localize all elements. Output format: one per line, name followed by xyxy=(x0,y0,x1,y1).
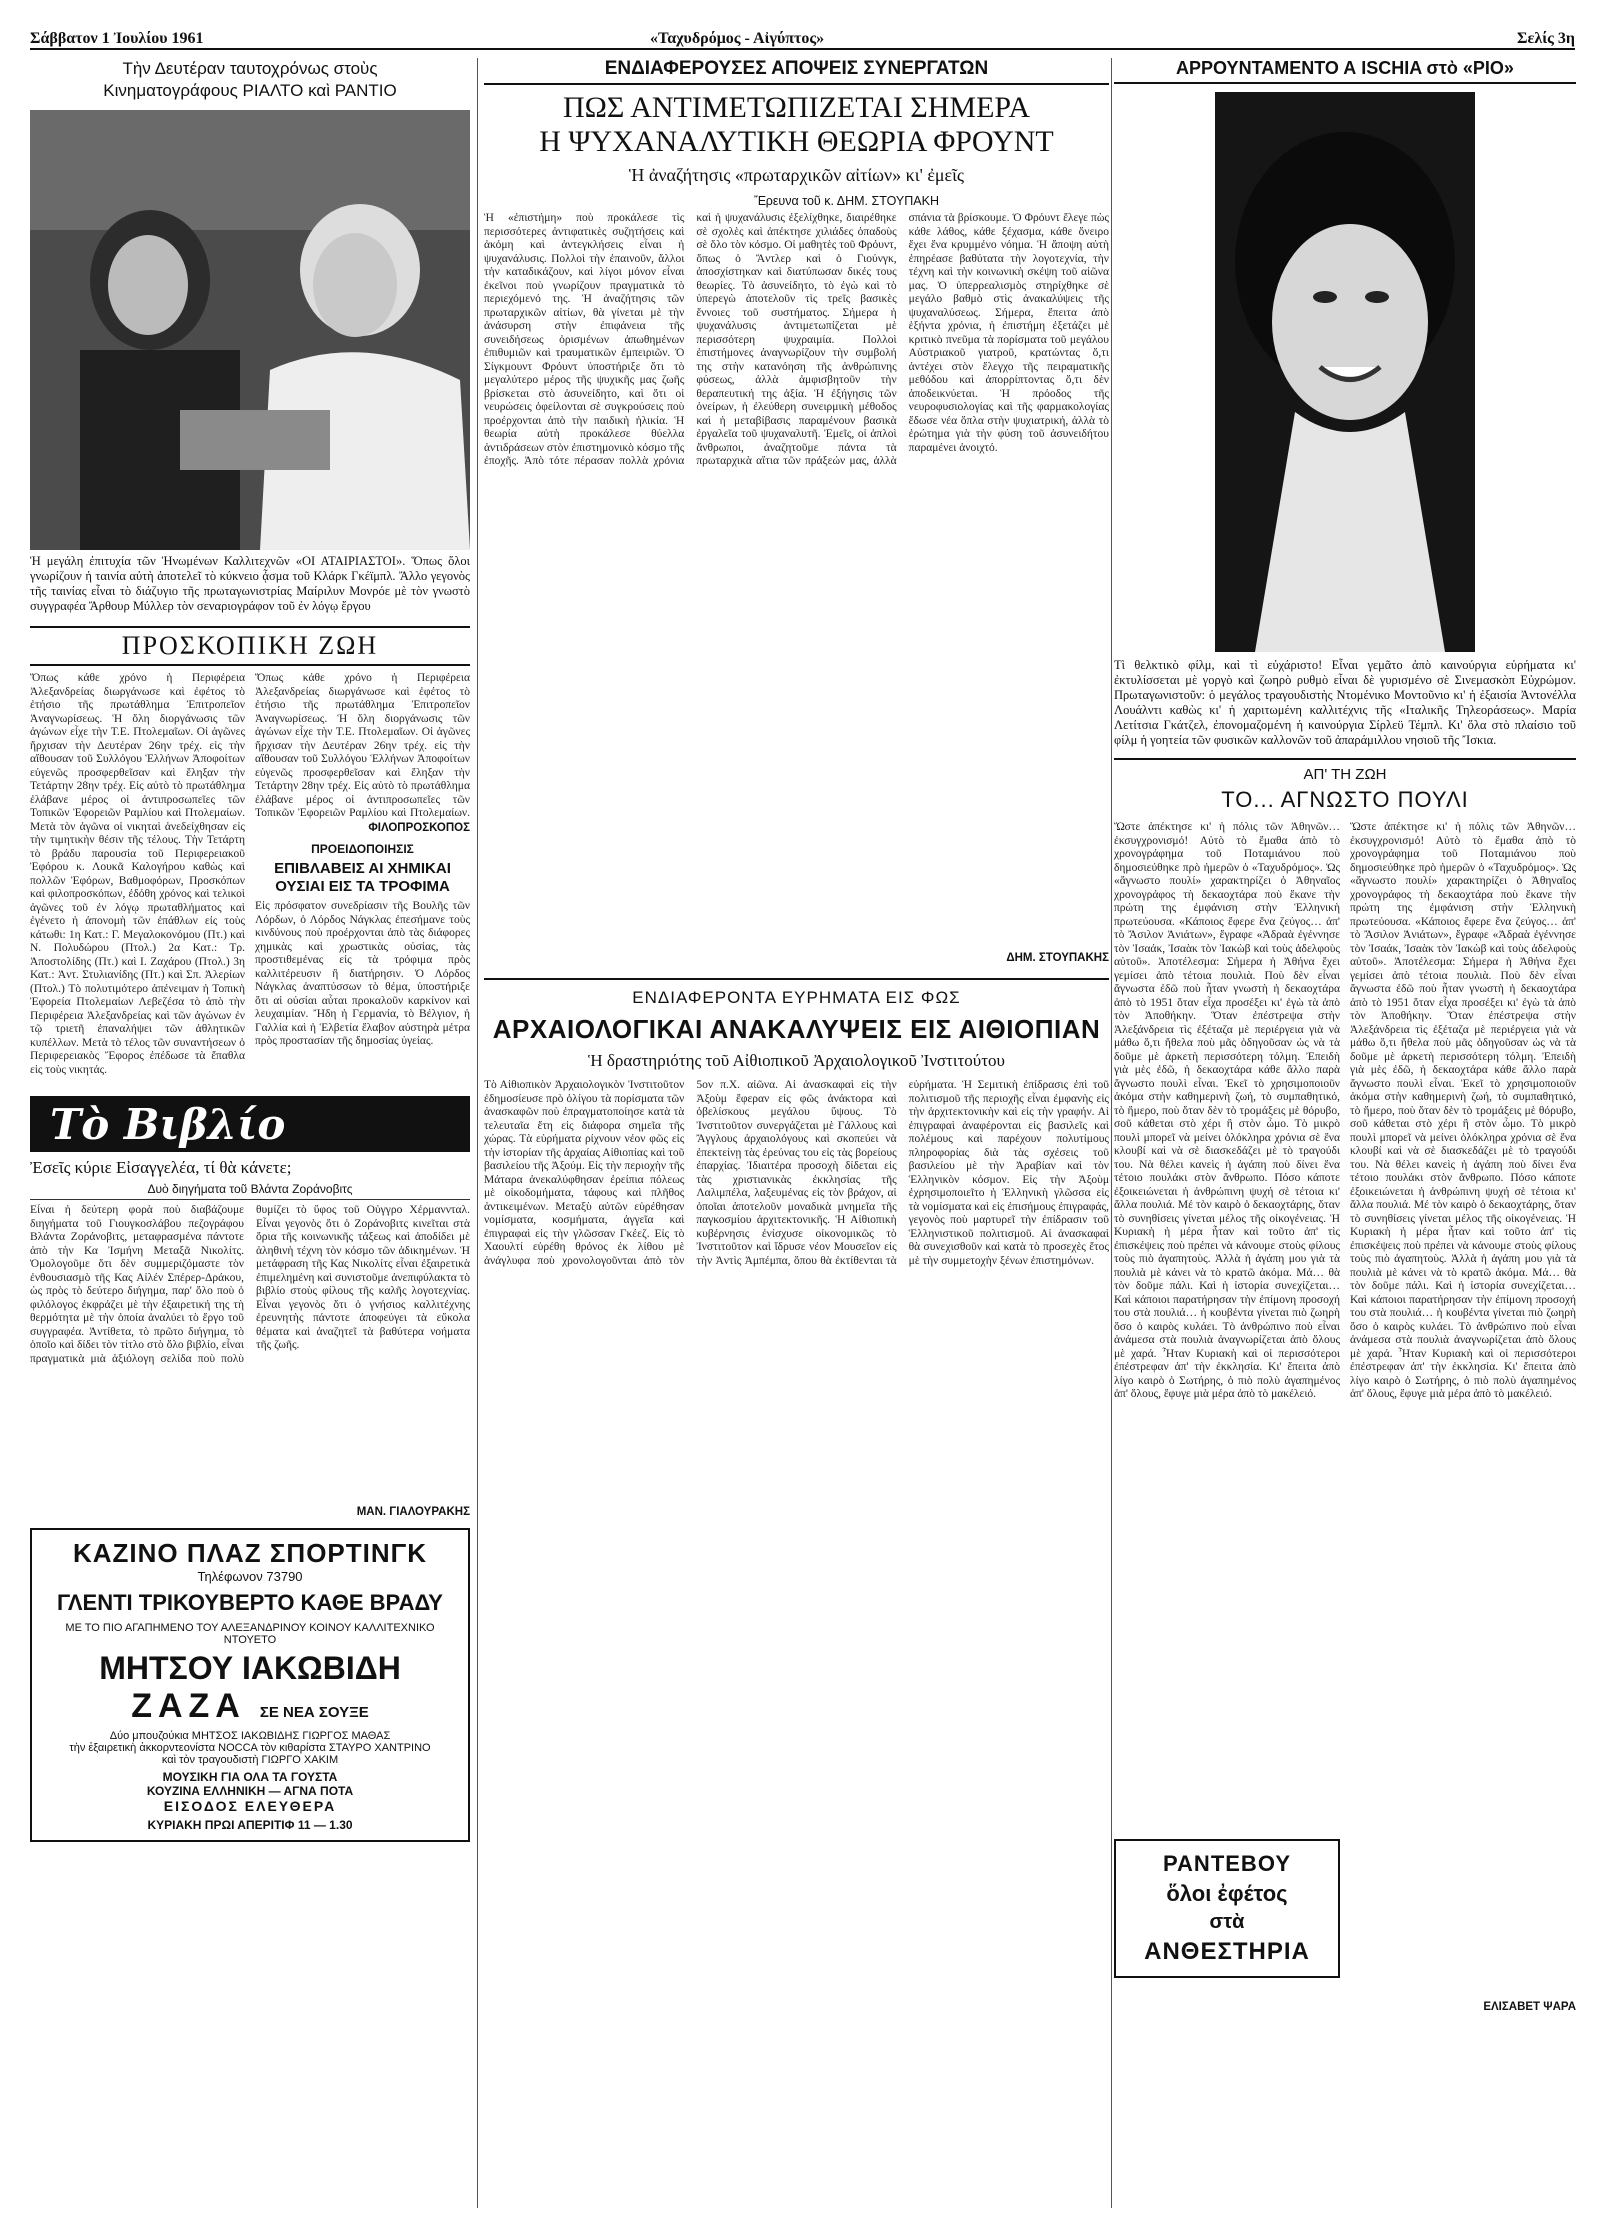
column-rule xyxy=(477,58,478,2208)
cinema-headline-line2: Κινηματογράφους ΡΙΑΛΤΟ καὶ ΡΑΝΤΙΟ xyxy=(103,81,397,100)
scout-life-heading: ΠΡΟΣΚΟΠΙΚΗ ΖΩΗ xyxy=(30,626,470,666)
rio-photo-caption: Τὶ θελκτικὸ φίλμ, καὶ τὶ εὐχάριστο! Εἶναι γεμᾶτο ἀπὸ καινούργια εὑρήματα κι' ἐκτυλίσσεται μὲ γοργὸ καὶ ζωηρὸ ρυθμὸ εἶναι δὲ γυρισμένο σὲ Σινεμασκὸπ Εὐχρώμον. Πρωταγωνιστοῦν: ὁ μεγάλος τραγουδιστὴς Ντομένικο Μοντοῦνιο κι' ἡ ἐξαισία Ἀντονέλλα Λουάλντι καθὼς κι' ἡ χαριτωμένη καλλιτέχνις τῆς «Ιταλικῆς Τηλεοράσεως». Μαρία Λετίτσια Γκάτζελ, ἐπονομαζομένη ἡ καινούργια Σίρλεϋ Τέμπλ. Κι' ὅλα στὸ πλαίσιο τοῦ φίλμ ἡ γοητεία τῶν φυσικῶν καλλονῶν τοῦ ἀπαράμιλλου νησιοῦ τῆς Ἴσκια. xyxy=(1114,658,1576,747)
scout-article-continued: Ὅπως κάθε χρόνο ἡ Περιφέρεια Ἀλεξανδρείας διωργάνωσε καὶ ἐφέτος τὸ ἐτήσιο τῆς πρωτάθλημα Ἐπιτροπεῖον Ἀναγνωρίσεως. Ἡ ὅλη διοργάνωσις τῶν ἀγώνων εἶχε τὴν Τ.Ε. Πτολεμαῖων. Οἱ ἀγῶνες ἤρχισαν τὴν Δευτέραν 26ην τρέχ. εἰς τὴν αἴθουσαν τοῦ Συλλόγου Ἑλλήνων Ἀποφοίτων εὐγενῶς προσφερθεῖσαν καὶ ἔληξαν τὴν Τετάρτην 28ην τρέχ. Εἰς αὐτὸ τὸ πρωτάθλημα ἐλάβανε μέρος οἱ ἀντιπροσωπεῖες τῶν Τοπικῶν Ἐφορειῶν Ραμλίου καὶ Πτολεμαίων. xyxy=(255,672,470,819)
cinema-headline xyxy=(30,58,470,102)
warning-headline: ΕΠΙΒΛΑΒΕΙΣ ΑΙ ΧΗΜΙΚΑΙ ΟΥΣΙΑΙ ΕΙΣ ΤΑ ΤΡΟΦΙΜΑ xyxy=(274,860,451,895)
freud-headline-line1: ΠΩΣ ΑΝΤΙΜΕΤΩΠΙΖΕΤΑΙ ΣΗΜΕΡΑ xyxy=(562,91,1031,124)
casino-ad-title: ΚΑΖΙΝΟ ΠΛΑΖ ΣΠΟΡΤΙΝΓΚ xyxy=(72,1538,428,1568)
warning-kicker: ΠΡΟΕΙΔΟΠΟΙΗΣΙΣ xyxy=(311,842,414,856)
column-center xyxy=(484,58,1109,2208)
casino-ad-line-5: ΚΟΥΖΙΝΑ ΕΛΛΗΝΙΚΗ — ΑΓΝΑ ΠΟΤΑ xyxy=(146,1784,354,1798)
book-review-signature: ΜΑΝ. ΓΙΑΛΟΥΡΑΚΗΣ xyxy=(356,1506,470,1518)
scout-right-stack xyxy=(255,672,470,1082)
life-kicker: ΑΠ' ΤΗ ΖΩΗ xyxy=(1303,766,1387,783)
opinion-kicker: ΕΝΔΙΑΦΕΡΟΥΣΕΣ ΑΠΟΨΕΙΣ ΣΥΝΕΡΓΑΤΩΝ xyxy=(484,58,1109,85)
book-review-kicker: Δυὸ διηγήματα τοῦ Βλάντα Ζοράνοβιτς xyxy=(30,1182,470,1200)
freud-headline-line2: Η ΨΥΧΑΝΑΛΥΤΙΚΗ ΘΕΩΡΙΑ ΦΡΟΥΝΤ xyxy=(539,125,1054,158)
ad-everyone: ὅλοι ἐφέτος xyxy=(1166,1881,1288,1906)
archaeology-headline: ΑΡΧΑΙΟΛΟΓΙΚΑΙ ΑΝΑΚΑΛΥΨΕΙΣ ΕΙΣ ΑΙΘΙΟΠΙΑΝ xyxy=(492,1014,1101,1044)
section-divider xyxy=(1114,758,1576,760)
freud-signature: ΔΗΜ. ΣΤΟΥΠΑΚΗΣ xyxy=(1006,952,1109,964)
casino-ad-artist-row xyxy=(42,1687,458,1726)
book-section-title: Τὸ Βιβλίο xyxy=(50,1099,286,1149)
book-review-title: Ἐσεῖς κύριε Εἰσαγγελέα, τί θὰ κάνετε; xyxy=(30,1158,292,1177)
masthead xyxy=(30,30,1575,50)
casino-advertisement xyxy=(30,1528,470,1842)
masthead-date: Σάββατον 1 Ἰουλίου 1961 xyxy=(30,30,204,47)
casino-ad-line-7: ΚΥΡΙΑΚΗ ΠΡΩΙ ΑΠΕΡΙΤΙΦ 11 — 1.30 xyxy=(147,1818,353,1832)
column-right xyxy=(1114,58,1576,2208)
casino-ad-artist: ΜΗΤΣΟΥ ΙΑΚΩΒΙΔΗ xyxy=(99,1650,401,1686)
column-rule xyxy=(1111,58,1112,2208)
casino-ad-artist-2: ΖΑΖΑ xyxy=(131,1687,246,1725)
film-photo-caption: Ἡ μεγάλη ἐπιτυχία τῶν Ἡνωμένων Καλλιτεχνῶν «ΟΙ ΑΤΑΙΡΙΑΣΤΟΙ». Ὅπως ὅλοι γνωρίζουν ἡ ταινία αὐτὴ ἀποτελεῖ τὸ κύκνειο ᾆσμα τοῦ Κλάρκ Γκέϊμπλ. Ἄλλο γεγονὸς τῆς ταινίας εἶναι τὸ διάζυγιο τῆς πρωταγωνιστρίας Μαίριλυν Μονρόε μὲ τὸν γνωστὸ συγγραφέα Ἄρθουρ Μύλλερ τὸν σεναριογράφον τοῦ ἐν λόγῳ ἔργου xyxy=(30,554,470,613)
ad-at: στὰ xyxy=(1209,1911,1245,1933)
casino-ad-event: ΓΛΕΝΤΙ ΤΡΙΚΟΥΒΕΡΤΟ ΚΑΘΕ ΒΡΑΔΥ xyxy=(57,1590,443,1615)
book-review-body: Εἶναι ἡ δεύτερη φορὰ ποὺ διαβάζουμε διηγήματα τοῦ Γιουγκοσλάβου πεζογράφου Βλάντα Ζοράνοβιτς, μεταφρασμένα πάντοτε ἀπὸ τὴν Κα Ἰσμήνη Μεταξᾶ Νικολίτς. Ὁμολογοῦμε ὅτι δὲν συμμεριζόμαστε τὸν ἐνθουσιασμὸ τῆς Κας Αἰλέν Σπέρερ-Δράκου, ὡς πρὸς τὸ δεύτερο διήγημα, παρ' ὅλο ποὺ ὁ φιλόλογος ἐκφράζει μὲ τὴν ἐξαιρετική της τὴ θερμότητα μὲ τὴν ὁποία ἀναλύει τὸ ἔργο τοῦ συγγραφέα. Ἀντίθετα, τὸ πρῶτο διήγημα, τὸ ὁποῖο καὶ δίδει τὸν τίτλο στὸ ὅλο βιβλίο, εἶναι πραγματικὰ μιὰ ἀξιόλογη σελίδα ποὺ πολὺ θυμίζει τὸ ὕφος τοῦ Οὐγγρο Χέρμαννταλ. Εἶναι γεγονὸς ὅτι ὁ Ζοράνοβιτς κινεῖται στὰ ὅρια τῆς κοινωνικῆς τάξεως καὶ ἀποδίδει μὲ ἀληθινὴ τέχνη τὸν κόσμο τῶν ἀδικημένων. Ἡ μετάφραση τῆς Κας Νικολίτς εἶναι ἐξαιρετικὰ ἐπιμελημένη καὶ συνιστοῦμε ἀνεπιφύλακτα τὸ βιβλίο στοὺς φίλους τῆς καλῆς λογοτεχνίας. Εἶναι γεγονὸς ὅτι ὁ γνήσιος καλλιτέχνης ἐρευνητὴς πάντοτε ἀποφεύγει τὰ εὔκολα θέματα καὶ ἀναζητεῖ τὰ βαθύτερα νοήματα τῆς ζωῆς. xyxy=(30,1204,470,1365)
life-right-stack xyxy=(1350,821,1576,2013)
casino-ad-phone: Τηλέφωνον 73790 xyxy=(197,1569,303,1584)
casino-ad-line-1: Δύο μπουζούκια ΜΗΤΣΟΣ ΙΑΚΩΒΙΔΗΣ ΓΙΩΡΓΟΣ ΜΑΘΑΣ xyxy=(109,1730,391,1742)
masthead-paper-name: «Ταχυδρόμος - Αἰγύπτος» xyxy=(650,30,825,47)
freud-headline xyxy=(484,91,1109,159)
casino-ad-line-2: τὴν ἐξαιρετικὴ ἀκκορντεονίστα NOCCA τὸν κιθαρίστα ΣΤΑΥΡΟ ΧΑΝΤΡΙΝΟ xyxy=(69,1742,431,1754)
life-headline: ΤΟ... ΑΓΝΩΣΤΟ ΠΟΥΛΙ xyxy=(1221,787,1469,812)
life-left-stack xyxy=(1114,821,1340,2013)
scout-signature: ΦΙΛΟΠΡΟΣΚΟΠΟΣ xyxy=(368,822,470,834)
book-banner xyxy=(30,1096,470,1152)
casino-ad-new-hits: ΣΕ ΝΕΑ ΣΟΥΞΕ xyxy=(259,1704,369,1721)
actress-portrait-photo xyxy=(1215,92,1475,652)
freud-subheadline: Ἡ ἀναζήτησις «πρωταρχικῶν αἰτίων» κι' ἐμεῖς xyxy=(628,165,965,185)
casino-ad-line-4: ΜΟΥΣΙΚΗ ΓΙΑ ΟΛΑ ΤΑ ΓΟΥΣΤΑ xyxy=(162,1770,338,1784)
scout-article-body: Ὅπως κάθε χρόνο ἡ Περιφέρεια Ἀλεξανδρείας διωργάνωσε καὶ ἐφέτος τὸ ἐτήσιο τῆς πρωτάθλημα Ἐπιτροπεῖον Ἀναγνωρίσεως. Ἡ ὅλη διοργάνωσις τῶν ἀγώνων εἶχε τὴν Τ.Ε. Πτολεμαῖων. Οἱ ἀγῶνες ἤρχισαν τὴν Δευτέραν 26ην τρέχ. εἰς τὴν αἴθουσαν τοῦ Συλλόγου Ἑλλήνων Ἀποφοίτων εὐγενῶς προσφερθεῖσαν καὶ ἔληξαν τὴν Τετάρτην 28ην τρέχ. Εἰς αὐτὸ τὸ πρωτάθλημα ἐλάβανε μέρος οἱ ἀντιπροσωπεῖες τῶν Τοπικῶν Ἐφορειῶν Ραμλίου καὶ Πτολεμαίων. Μετὰ τὸν ἀγῶνα οἱ νικηταὶ ἀνεδείχθησαν εἰς τὴν τιμητικὴν θέσιν τῆς τέλους. Τὴν Τετάρτη τὸ βράδυ παρουσία τοῦ Περιφερειακοῦ Ἐφόρου κ. Λουκᾶ Καλογήρου καθὼς καὶ πολλῶν Ἐφόρων, Βαθμοφόρων, Προσκόπων καὶ φιλοπροσκόπων, ἐδόθη χρόνος καὶ τελικοὶ ἀγῶνες τοῦ ἐν λόγῳ πρωταθλήματος καὶ ἐγένετο ἡ ἀπονομὴ τῶν ἐπάθλων εἰς τοὺς κάτωθι: 1η Κατ.: Γ. Μεγαλοκονόμου (Πτ.) καὶ Ν. Πολυδώρου (Πτολ.) 2α Κατ.: Τρ. Ἀποστολίδης (Πτ.) καὶ Ι. Ζαχάρου (Πτολ.) 3η Κατ.: Ἀντ. Στυλιανίδης (Πτ.) καὶ Σπ. Ἀλερίων (Πτολ.) Τὸ πολυτιμότερο ἀπένειμαν ἡ Τοπικὴ Ἐφορεία Πτολεμαίων Λεβεζέσα τὸ ἀπὸ τὴν Περιφέρεια Ἀλεξανδρείας καὶ τῶν ἀγώνων ἐν τῷ τριετῆ ἐπαναλήψει τῶν ἀθλητικῶν κυπέλλων. Μετὰ τὸ τέλος τῶν συναντήσεων ὁ Περιφερειακὸς Ἔφορος ἐπέδωσε τὰ ἔπαθλα εἰς τοὺς νικητάς. xyxy=(30,672,245,1076)
actress-portrait-illustration xyxy=(1215,92,1475,652)
life-article xyxy=(1114,821,1576,2013)
life-article-body: Ὥστε ἀπέκτησε κι' ἡ πόλις τῶν Ἀθηνῶν… ἐκσυγχρονισμό! Αὐτὸ τὸ ἔμαθα ἀπὸ τὸ χρονογράφημα τοῦ Ποταμιάνου ποὺ δημοσιεύθηκε πρὸ ἡμερῶν ὁ «Ταχυδρόμος». Ὡς «ἄγνωστο πουλί» χαρακτηρίζει ὁ Ἀθηναῖος χρονογράφος τὴ δεκαοχτάρα ποὺ ἔκανε τὴν πρώτη της ἐμφάνιση στὴν Ἑλληνικὴ πρωτεύουσα. «Κάποιος ἔφερε ἕνα ζεύγος… ἀπ' τὸ Ἄσιλον Ἀνιάτων», ἔγραφε «Ἀδραὰ ἐγέννησε τὸν Ἰσαάκ, Ἰσαὰκ τὸν Ἰακὼβ καὶ τοὺς ἀδελφοὺς αὐτοῦ». Ἀποτέλεσμα: Σήμερα ἡ Ἀθήνα ἔχει γεμίσει ἀπὸ τέτοια πουλιὰ. Ποὺ δὲν εἶναι ἄγνωστα ἐδῶ ποὺ ἦταν γνωστὴ ἡ δεκαοχτάρα ἀπὸ τὸ 1951 ὅταν εἶχα προσέξει κι' ἐγὼ τὰ ἀπὸ τὸν Ἀποθήκην. Ὅταν ἐπέστρεψα στὴν Ἀλεξάνδρεια τὶς ἐξέταζα μὲ περιέργεια γιὰ νὰ μάθω ὅ,τι ἤθελα ποὺ μᾶς ὁδηγοῦσαν ὡς νὰ τὰ δοῦμε μὲ ἀρκετὴ περισσότερη τόλμη. Ἐπειδὴ γιὰ μὲς ἐδῶ, ἡ δεκαοχτάρα κάθε ἄλλο παρὰ ἄγνωστο πουλὶ εἶναι. Ἐκεῖ τὸ χρησιμοποιοῦν ἀκόμα στὴν καθημερινὴ ζωή, τὸ συμπαθητικό, τὸ ἥμερο, ποὺ ὅταν δὲν τὸ τρομάξεις μὲ θόρυβο, σοῦ κάθεται στὸ χέρι ἢ στὸν ὦμο. Τὸ μικρὸ πουλὶ μπορεῖ νὰ μείνει ὁλόκληρα χρόνια σὲ ἕνα κλουβί καὶ νὰ σὲ διασκεδάζει μὲ τὸ τραγούδι του. Νὰ θέλει κανεὶς ἡ ἀγάπη ποὺ δίνει ἕνα τέτοιο πουλάκι στὸν ἄνθρωπο. Πόσο κάποτε ἐξοικειώνεται ἡ ἀνθρώπινη ψυχή σὲ τέτοια κι' ἄλλα πουλιά. Μέ τὸν καιρὸ ὁ δεκαοχτάρης, ὅταν τὸ συνηθίσεις γίνεται μέλος τῆς οἰκογένειας. Ἡ Κυριακὴ ἡ μέρα ἦταν καὶ τοῦτο ἀπ' τὶς ἐπισκέψεις ποὺ πρέπει νὰ κάνουμε στοὺς φίλους τοὺς πιὸ ἀγαπητοὺς. Ἀλλὰ ἡ ἀγάπη μου γιὰ τὰ πουλιὰ μὲ κάνει νὰ τὸ κρατῶ ἀκόμα. Μά… θὰ τὸν δοῦμε πάλι. Καὶ ἡ ἰστορία συνεχίζεται… Καὶ κάποιοι παρατήρησαν τὴν ἐπίμονη προσοχή του στὰ πουλιά… ἡ κουβέντα γίνεται πιὸ ζωηρὴ ὅσο ὁ καιρὸς κυλάει. Τὸ ἀνθρώπινο ποὺ εἶναι ἀνάμεσα στὰ πουλιὰ ἀναγνωρίζεται ἀπὸ ὅλους μὲ χαρά. Ἦταν Κυριακὴ καὶ οἱ περισσότεροι ἐπέστρεφαν ἀπ' τὴν ἐκκλησία. Κι' ἔπειτα ἀπὸ λίγο καιρὸ ὁ Σωτήρης, ὁ πιὸ πολὺ ἀγαπημένος ἀπ' ὅλους, ἔφυγε μιὰ μέρα ἀπὸ τὸ μακέλειό. xyxy=(1114,821,1340,1400)
antheστiria-advertisement xyxy=(1114,1839,1340,1978)
cinema-headline-line1: Τὴν Δευτέραν ταυτοχρόνως στοὺς xyxy=(122,59,378,78)
casino-ad-with: ΜΕ ΤΟ ΠΙΟ ΑΓΑΠΗΜΕΝΟ ΤΟΥ ΑΛΕΞΑΝΔΡΙΝΟΥ ΚΟΙΝΟΥ ΚΑΛΛΙΤΕΧΝΙΚΟ ΝΤΟΥΕΤΟ xyxy=(65,1622,435,1646)
warning-body: Εἰς πρόσφατον συνεδρίασιν τῆς Βουλῆς τῶν Λόρδων, ὁ Λόρδος Νάγκλας ἐπεσήμανε τοὺς κινδύνους ποὺ προέρχονται ἀπὸ τὰς διάφορες χημικὰς καὶ χρωστικὰς οὐσίας, τὰς προστιθεμένας εἰς τὰ τρόφιμα πρὸς καλλιτέρευσιν ἢ διατήρησιν. Ὁ Λόρδος Νάγκλας ἀναπτύσσων τὸ θέμα, ὑποστήριξε ὅτι αἱ οὐσίαι αὗται προκαλοῦν καρκίνον καὶ λευχαιμίαν. Ἤδη ἡ Γερμανία, τὸ Βέλγιον, ἡ Γαλλία καὶ ἡ Ἑλβετία ἔλαβον αὐστηρὰ μέτρα πρὸς προστασίαν τῆς δημοσίας ὑγείας. xyxy=(255,900,470,1047)
masthead-page-number: Σελίς 3η xyxy=(1517,30,1575,47)
life-signature: ΕΛΙΣΑΒΕΤ ΨΑΡΑ xyxy=(1483,2001,1576,2013)
ad-rendezvous: ΡΑΝΤΕΒΟΥ xyxy=(1163,1851,1291,1876)
archaeology-subheadline: Ἡ δραστηριότης τοῦ Αἰθιοπικοῦ Ἀρχαιολογικοῦ Ἰνστιτούτου xyxy=(588,1051,1005,1070)
film-still-photo xyxy=(30,110,470,550)
film-still-illustration xyxy=(30,110,470,550)
section-divider xyxy=(484,978,1109,980)
casino-ad-line-3: καὶ τὸν τραγουδιστὴ ΓΙΩΡΓΟ ΧΑΚΙΜ xyxy=(161,1754,339,1766)
column-left xyxy=(30,58,470,2208)
freud-byline: Ἔρευνα τοῦ κ. ΔΗΜ. ΣΤΟΥΠΑΚΗ xyxy=(754,194,939,208)
ad-venue: ΑΝΘΕΣΤΗΡΙΑ xyxy=(1144,1938,1310,1965)
rio-cinema-headline: ΑΡΡΟΥΝΤΑΜΕΝΤΟ Α ΙSCHIA στὸ «ΡΙΟ» xyxy=(1114,58,1576,84)
archaeology-kicker: ΕΝΔΙΑΦΕΡΟΝΤΑ ΕΥΡΗΜΑΤΑ ΕΙΣ ΦΩΣ xyxy=(632,988,961,1007)
freud-article-body: Ἡ «ἐπιστήμη» ποὺ προκάλεσε τὶς περισσότερες ἀντιφατικὲς συζητήσεις καὶ ἀκόμη καὶ ἀντεγκλήσεις εἶναι ἡ ψυχανάλυσις. Πολλοὶ τὴν ἐπαινοῦν, ἄλλοι τὴν καταδικάζουν, καὶ λίγοι μόνον εἶναι ἐκεῖνοι ποὺ γνωρίζουν πραγματικὰ τὸ περιεχόμενό της. Ἡ ἀναζήτησις τῶν πρωταρχικῶν αἰτίων, θὰ γίνεται μὲ τὴν ἀνάσυρση στὴν ἐπιφάνεια τῆς συνειδήσεως ὁρισμένων ἀπωθημένων ἐπιθυμιῶν καὶ τραυματικῶν ἐμπειριῶν. Ὁ Σίγκμουντ Φρόυντ ὑποστήριξε ὅτι τὸ μεγαλύτερο μέρος τῆς ψυχικῆς μας ζωῆς βρίσκεται στὸ ἀσυνείδητο, καὶ ὅτι οἱ νευρώσεις ὀφείλονται σὲ συγκρούσεις ποὺ προέρχονται ἀπὸ τὴν παιδικὴ ἡλικία. Ἡ θεωρία αὐτὴ προκάλεσε θύελλα ἀντιδράσεων στὸν ἐπιστημονικὸ κόσμο τῆς ἐποχῆς. Ἀπὸ τότε πέρασαν πολλὰ χρόνια καὶ ἡ ψυχανάλυσις ἐξελίχθηκε, διαιρέθηκε σὲ σχολὲς καὶ ἀπέκτησε χιλιάδες ὀπαδοὺς σὲ ὅλο τὸν κόσμο. Οἱ μαθητὲς τοῦ Φρόυντ, ὅπως ὁ Ἄντλερ καὶ ὁ Γιούνγκ, ἀποσχίστηκαν καὶ διατύπωσαν δικές τους θεωρίες. Τὸ ἀσυνείδητο, τὸ ἐγὼ καὶ τὸ ὑπερεγὼ ἀποτελοῦν τὶς τρεῖς βασικὲς ἔννοιες τοῦ συστήματος. Σήμερα ἡ ψυχανάλυσις ἀντιμετωπίζεται μὲ περισσότερη ψυχραιμία. Πολλοὶ ἐπιστήμονες ἀναγνωρίζουν τὴν συμβολή της στὴν κατανόηση τῆς ἀνθρώπινης φύσεως, ἀλλὰ ἀμφισβητοῦν τὴν θεραπευτική της ἀξία. Ἡ ἐξήγησις τῶν ὀνείρων, ἡ ἐλεύθερη συνειρμικὴ μέθοδος καὶ ἡ μεταβίβασις παραμένουν βασικὰ ἐργαλεῖα τοῦ ψυχαναλυτῆ. Ἐμεῖς, οἱ ἁπλοὶ ἄνθρωποι, ἀναζητοῦμε πάντα τὰ πρωταρχικὰ αἴτια τῶν πράξεών μας, ἀλλὰ σπάνια τὰ βρίσκουμε. Ὁ Φρόυντ ἔλεγε πὼς κάθε λάθος, κάθε ξέχασμα, κάθε ὄνειρο ἔχει ἕνα κρυμμένο νόημα. Ἡ ἄποψη αὐτὴ ἐπηρέασε βαθύτατα τὴν λογοτεχνία, τὴν τέχνη καὶ τὴν κοινωνικὴ σκέψη τοῦ αἰῶνα μας. Ὁ ὑπερρεαλισμὸς στηρίχθηκε σὲ μεγάλο βαθμὸ στὶς ἀνακαλύψεις τῆς ψυχαναλύσεως. Σήμερα, ἔπειτα ἀπὸ ἑξήντα χρόνια, ἡ ἐπιστήμη ἐξετάζει μὲ κριτικὸ πνεῦμα τὰ πορίσματα τοῦ μεγάλου Αὐστριακοῦ γιατροῦ, κρατώντας ὅ,τι ἀντέχει στὸν ἔλεγχο τῆς πειραματικῆς μεθόδου καὶ ἀπορρίπτοντας ὅ,τι δὲν ἀποδεικνύεται. Ἡ πρόοδος τῆς νευροφυσιολογίας καὶ τῆς φαρμακολογίας ἔδωσε νέα ὅπλα στὴν ψυχιατρική, ἀλλὰ τὸ ἐρώτημα γιὰ τὴν φύση τοῦ ἀσυνειδήτου παραμένει ἀνοιχτό. xyxy=(484,212,1109,467)
scout-section xyxy=(30,672,470,1082)
life-article-continued: Ὥστε ἀπέκτησε κι' ἡ πόλις τῶν Ἀθηνῶν… ἐκσυγχρονισμό! Αὐτὸ τὸ ἔμαθα ἀπὸ τὸ χρονογράφημα τοῦ Ποταμιάνου ποὺ δημοσιεύθηκε πρὸ ἡμερῶν ὁ «Ταχυδρόμος». Ὡς «ἄγνωστο πουλί» χαρακτηρίζει ὁ Ἀθηναῖος χρονογράφος τὴ δεκαοχτάρα ποὺ ἔκανε τὴν πρώτη της ἐμφάνιση στὴν Ἑλληνικὴ πρωτεύουσα. «Κάποιος ἔφερε ἕνα ζεύγος… ἀπ' τὸ Ἄσιλον Ἀνιάτων», ἔγραφε «Ἀδραὰ ἐγέννησε τὸν Ἰσαάκ, Ἰσαὰκ τὸν Ἰακὼβ καὶ τοὺς ἀδελφοὺς αὐτοῦ». Ἀποτέλεσμα: Σήμερα ἡ Ἀθήνα ἔχει γεμίσει ἀπὸ τέτοια πουλιὰ. Ποὺ δὲν εἶναι ἄγνωστα ἐδῶ ποὺ ἦταν γνωστὴ ἡ δεκαοχτάρα ἀπὸ τὸ 1951 ὅταν εἶχα προσέξει κι' ἐγὼ τὰ ἀπὸ τὸν Ἀποθήκην. Ὅταν ἐπέστρεψα στὴν Ἀλεξάνδρεια τὶς ἐξέταζα μὲ περιέργεια γιὰ νὰ μάθω ὅ,τι ἤθελα ποὺ μᾶς ὁδηγοῦσαν ὡς νὰ τὰ δοῦμε μὲ ἀρκετὴ περισσότερη τόλμη. Ἐπειδὴ γιὰ μὲς ἐδῶ, ἡ δεκαοχτάρα κάθε ἄλλο παρὰ ἄγνωστο πουλὶ εἶναι. Ἐκεῖ τὸ χρησιμοποιοῦν ἀκόμα στὴν καθημερινὴ ζωή, τὸ συμπαθητικό, τὸ ἥμερο, ποὺ ὅταν δὲν τὸ τρομάξεις μὲ θόρυβο, σοῦ κάθεται στὸ χέρι ἢ στὸν ὦμο. Τὸ μικρὸ πουλὶ μπορεῖ νὰ μείνει ὁλόκληρα χρόνια σὲ ἕνα κλουβί καὶ νὰ σὲ διασκεδάζει μὲ τὸ τραγούδι του. Νὰ θέλει κανεὶς ἡ ἀγάπη ποὺ δίνει ἕνα τέτοιο πουλάκι στὸν ἄνθρωπο. Πόσο κάποτε ἐξοικειώνεται ἡ ἀνθρώπινη ψυχή σὲ τέτοια κι' ἄλλα πουλιά. Μέ τὸν καιρὸ ὁ δεκαοχτάρης, ὅταν τὸ συνηθίσεις γίνεται μέλος τῆς οἰκογένειας. Ἡ Κυριακὴ ἡ μέρα ἦταν καὶ τοῦτο ἀπ' τὶς ἐπισκέψεις ποὺ πρέπει νὰ κάνουμε στοὺς φίλους τοὺς πιὸ ἀγαπητοὺς. Ἀλλὰ ἡ ἀγάπη μου γιὰ τὰ πουλιὰ μὲ κάνει νὰ τὸ κρατῶ ἀκόμα. Μά… θὰ τὸν δοῦμε πάλι. Καὶ ἡ ἰστορία συνεχίζεται… Καὶ κάποιοι παρατήρησαν τὴν ἐπίμονη προσοχή του στὰ πουλιά… ἡ κουβέντα γίνεται πιὸ ζωηρὴ ὅσο ὁ καιρὸς κυλάει. Τὸ ἀνθρώπινο ποὺ εἶναι ἀνάμεσα στὰ πουλιὰ ἀναγνωρίζεται ἀπὸ ὅλους μὲ χαρά. Ἦταν Κυριακὴ καὶ οἱ περισσότεροι ἐπέστρεφαν ἀπ' τὴν ἐκκλησία. Κι' ἔπειτα ἀπὸ λίγο καιρὸ ὁ Σωτήρης, ὁ πιὸ πολὺ ἀγαπημένος ἀπ' ὅλους, ἔφυγε μιὰ μέρα ἀπὸ τὸ μακέλειό. xyxy=(1350,821,1576,1400)
casino-ad-line-6: ΕΙΣΟΔΟΣ ΕΛΕΥΘΕΡΑ xyxy=(163,1798,337,1814)
archaeology-article-body: Τὸ Αἰθιοπικὸν Ἀρχαιολογικὸν Ἰνστιτοῦτον ἐδημοσίευσε πρὸ ὀλίγου τὰ πορίσματα τῶν ἀνασκαφῶν ποὺ ἐπραγματοποίησε κατὰ τὰ τελευταῖα ἔτη εἰς διάφορα σημεῖα τῆς χώρας. Τὰ εὑρήματα ρίχνουν νέον φῶς εἰς τὴν ἱστορίαν τῆς ἀρχαίας Αἰθιοπίας καὶ τοῦ βασιλείου τῆς Ἀξούμ. Εἰς τὴν περιοχὴν τῆς Μάταρα ἀνεκαλύφθησαν ἐρείπια πόλεως μὲ οἰκοδομήματα, τάφους καὶ πλῆθος ἀντικειμένων. Μεταξὺ αὐτῶν εὑρέθησαν νομίσματα, κοσμήματα, ἀγγεῖα καὶ ἐπιγραφαὶ εἰς τὴν γλῶσσαν Γκέεζ. Εἰς τὸ Χαουλτί εὑρέθη θρόνος ἐκ λίθου μὲ ἀνάγλυφα ποὺ χρονολογοῦνται ἀπὸ τὸν 5ον π.Χ. αἰῶνα. Αἱ ἀνασκαφαὶ εἰς τὴν Ἀξοὺμ ἔφεραν εἰς φῶς ἀνάκτορα καὶ ὀβελίσκους μεγάλου ὕψους. Τὸ Ἰνστιτοῦτον συνεργάζεται μὲ Γάλλους καὶ Ἄγγλους ἀρχαιολόγους καὶ σκοπεύει νὰ ἐπεκτείνῃ τὰς ἐρεύνας του εἰς τὰς βορείους ἐπαρχίας. Ἰδιαιτέρα προσοχὴ δίδεται εἰς τὰς χριστιανικὰς ἐκκλησίας τῆς Λαλιμπέλα, λαξευμένας εἰς τὸν βράχον, αἱ ὁποῖαι ἀποτελοῦν μοναδικὰ μνημεῖα τῆς παγκοσμίου ἀρχιτεκτονικῆς. Ἡ Αἰθιοπικὴ κυβέρνησις ἐνίσχυσε οἰκονομικῶς τὸ Ἰνστιτοῦτον καὶ ἵδρυσε νέον Μουσεῖον εἰς τὴν Ἀντὶς Ἀμπέμπα, ὅπου θὰ ἐκτίθενται τὰ εὑρήματα. Ἡ Σεμιτικὴ ἐπίδρασις ἐπὶ τοῦ πολιτισμοῦ τῆς περιοχῆς εἶναι ἐμφανὴς εἰς τὴν ἀρχιτεκτονικὴν καὶ εἰς τὴν γραφήν. Αἱ ἐπιγραφαὶ ἀναφέρονται εἰς βασιλεῖς καὶ πολέμους καὶ παρέχουν πολυτίμους πληροφορίας διὰ τὰς σχέσεις τοῦ βασιλείου μὲ τὴν Ἀραβίαν καὶ τὸν Ἑλληνικὸν κόσμον. Εἰς τὴν Ἀξοὺμ ἐχρησιμοποιεῖτο ἡ Ἑλληνικὴ γλῶσσα εἰς τὰ νομίσματα καὶ εἰς ἐπισήμους ἐπιγραφάς, γεγονὸς ποὺ μαρτυρεῖ τὴν ἐπίδρασιν τοῦ Ἑλληνιστικοῦ πολιτισμοῦ. Αἱ ἀνασκαφαὶ θὰ συνεχισθοῦν καὶ κατὰ τὸ προσεχὲς ἔτος μὲ τὴν συμμετοχὴν ξένων ἐπιστημόνων. xyxy=(484,1079,1109,1267)
